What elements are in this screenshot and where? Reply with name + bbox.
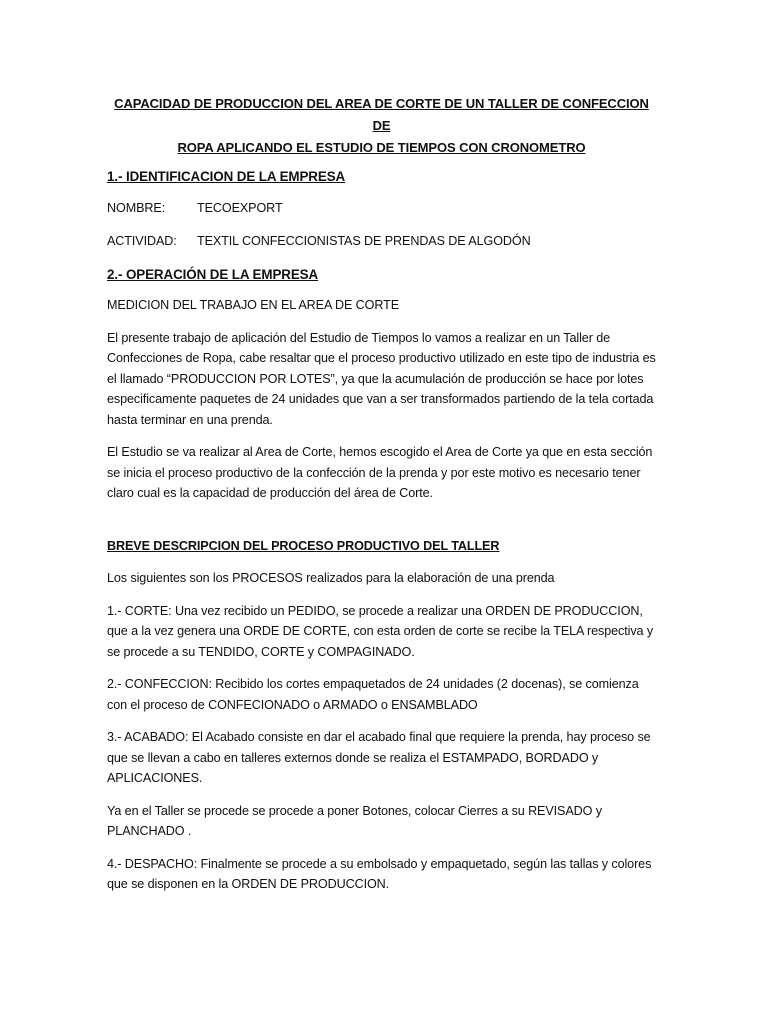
document-title [107, 93, 656, 159]
spacer [107, 516, 656, 536]
field-actividad [107, 231, 656, 252]
field-label-actividad: ACTIVIDAD: [107, 234, 177, 248]
field-value-nombre: TECOEXPORT [197, 200, 283, 215]
section-1-heading: 1.- IDENTIFICACION DE LA EMPRESA [107, 169, 346, 184]
title-line-2: ROPA APLICANDO EL ESTUDIO DE TIEMPOS CON CRONOMETRO [177, 140, 586, 155]
process-step-corte: 1.- CORTE: Una vez recibido un PEDIDO, se procede a realizar una ORDEN DE PRODUCCION, que a la vez genera una ORDE DE CORTE, con esta orden de corte se recibe la TELA respectiva y se procede a su TENDIDO, CORTE y COMPAGINADO. [107, 603, 654, 659]
title-line-1: CAPACIDAD DE PRODUCCION DEL AREA DE CORTE DE UN TALLER DE CONFECCION DE [114, 96, 649, 133]
process-heading: BREVE DESCRIPCION DEL PROCESO PRODUCTIVO DEL TALLER [107, 538, 500, 553]
process-step-despacho: 4.- DESPACHO: Finalmente se procede a su embolsado y empaquetado, según las tallas y colores que se disponen en la ORDEN DE PRODUCCION. [107, 856, 652, 891]
paragraph-study-area: El Estudio se va realizar al Area de Corte, hemos escogido el Area de Corte ya que en esta sección se inicia el proceso productivo de la confección de la prenda y por este motivo es necesario tener claro cual es la capacidad de producción del área de Corte. [107, 445, 653, 500]
process-step-confeccion: 2.- CONFECCION: Recibido los cortes empaquetados de 24 unidades (2 docenas), se comienza con el proceso de CONFECIONADO o ARMADO o ENSAMBLADO [107, 677, 639, 712]
process-step-taller: Ya en el Taller se procede se procede a poner Botones, colocar Cierres a su REVISADO y PLANCHADO . [107, 803, 602, 838]
paragraph-intro: El presente trabajo de aplicación del Estudio de Tiempos lo vamos a realizar en un Taller de Confecciones de Ropa, cabe resaltar que el proceso productivo utilizado en este tipo de industria es el llamado “PRODUCCION POR LOTES”, ya que la acumulación de producción se hace por lotes especificamente paquetes de 24 unidades que van a ser transformados partiendo de la tela cortada hasta terminar en una prenda. [107, 330, 656, 427]
field-value-actividad: TEXTIL CONFECCIONISTAS DE PRENDAS DE ALGODÓN [197, 234, 531, 248]
field-nombre [107, 198, 656, 219]
section-2-subtitle: MEDICION DEL TRABAJO EN EL AREA DE CORTE [107, 298, 400, 312]
process-step-acabado: 3.- ACABADO: El Acabado consiste en dar el acabado final que requiere la prenda, hay proceso se que se llevan a cabo en talleres externos donde se realiza el ESTAMPADO, BORDADO y APLICACIONES. [107, 730, 651, 785]
process-intro: Los siguientes son los PROCESOS realizados para la elaboración de una prenda [107, 571, 555, 585]
field-label-nombre: NOMBRE: [107, 200, 166, 215]
section-2-heading: 2.- OPERACIÓN DE LA EMPRESA [107, 266, 319, 282]
